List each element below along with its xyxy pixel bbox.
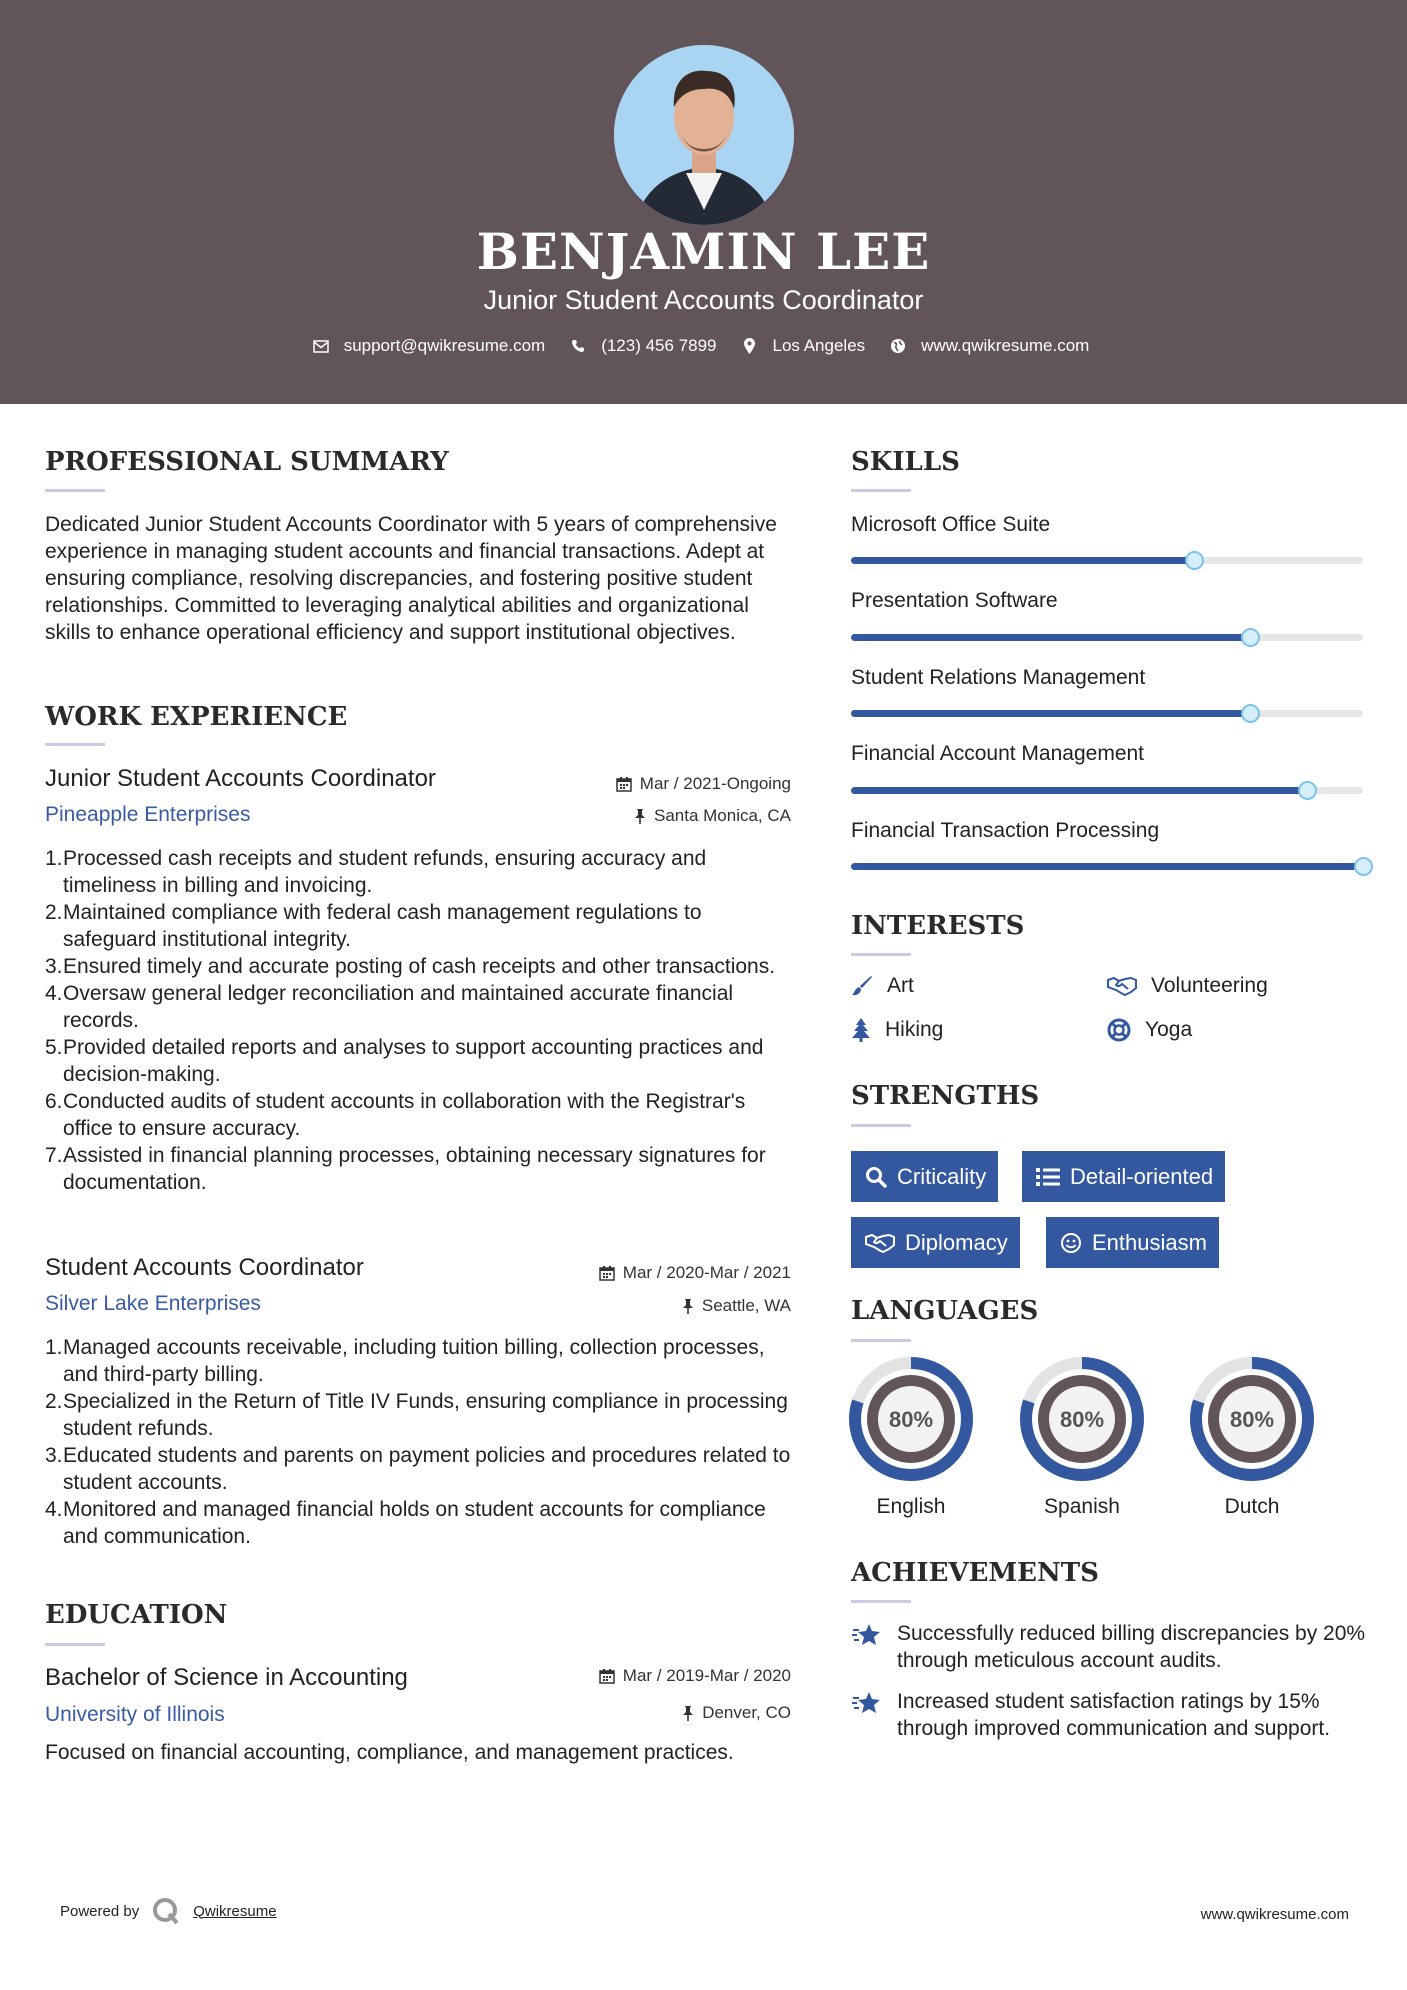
- interests-heading: INTERESTS: [851, 911, 1025, 941]
- languages-heading: LANGUAGES: [851, 1296, 1039, 1326]
- interest-item: [1107, 1018, 1192, 1042]
- strength-badge: [851, 1217, 1020, 1268]
- achievement-text: Successfully reduced billing discrepancies by 20% through meticulous account audits.: [897, 1622, 1366, 1672]
- life-ring-icon: [1107, 1018, 1131, 1042]
- skill-label: Microsoft Office Suite: [851, 513, 1051, 536]
- skill-bar-knob: [1298, 781, 1317, 800]
- calendar-icon: [599, 1265, 615, 1281]
- language-item: [1190, 1357, 1314, 1519]
- interest-item: [851, 1018, 943, 1042]
- qwikresume-logo-icon: [151, 1896, 181, 1926]
- contact-email-text: support@qwikresume.com: [343, 336, 546, 355]
- skill-bar-fill: [851, 787, 1307, 794]
- language-name: English: [876, 1495, 946, 1518]
- footer-url[interactable]: www.qwikresume.com: [1200, 1906, 1349, 1923]
- pushpin-icon: [634, 808, 646, 824]
- resume-header: [0, 0, 1407, 404]
- powered-by-label: Powered by: [60, 1902, 140, 1920]
- experience-heading: WORK EXPERIENCE: [45, 702, 348, 732]
- job-location: [634, 806, 791, 826]
- strength-badge: [851, 1151, 998, 1202]
- strengths-divider: [851, 1124, 911, 1127]
- star-award-icon: [851, 1620, 883, 1652]
- interest-label: Yoga: [1145, 1018, 1193, 1041]
- language-name: Spanish: [1044, 1495, 1120, 1518]
- skill-bar: [851, 787, 1363, 794]
- globe-icon: [889, 337, 907, 355]
- job-title: Junior Student Accounts Coordinator: [45, 765, 436, 792]
- skill-bar-knob: [1241, 704, 1260, 723]
- skill-bar: [851, 634, 1363, 641]
- job-company: Silver Lake Enterprises: [45, 1292, 261, 1315]
- contact-phone-text: (123) 456 7899: [601, 336, 717, 355]
- footer-powered-by: [60, 1896, 277, 1926]
- skill-bar: [851, 557, 1363, 564]
- achievements-divider: [851, 1600, 911, 1603]
- skill-bar-fill: [851, 710, 1250, 717]
- summary-heading: PROFESSIONAL SUMMARY: [45, 447, 449, 477]
- strength-badge: [1022, 1151, 1225, 1202]
- paintbrush-icon: [851, 975, 873, 997]
- skill-label: Financial Account Management: [851, 742, 1145, 765]
- strength-label: Diplomacy: [905, 1229, 1008, 1255]
- skill-bar: [851, 863, 1363, 870]
- skill-bar-fill: [851, 863, 1363, 870]
- achievement-text: Increased student satisfaction ratings by 15% through improved communication and support.: [897, 1690, 1331, 1740]
- list-item: 5. Provided detailed reports and analyses to support accounting practices and decision-making.: [45, 1036, 764, 1086]
- interest-item: [1107, 974, 1268, 998]
- pushpin-icon: [682, 1298, 694, 1314]
- list-item: 2. Maintained compliance with federal cash management regulations to safeguard institutional integrity.: [45, 901, 702, 951]
- list-item: 2. Specialized in the Return of Title IV Funds, ensuring compliance in processing student refunds.: [45, 1390, 788, 1440]
- job-title: Student Accounts Coordinator: [45, 1254, 364, 1281]
- achievement-item: [851, 1620, 1371, 1674]
- strengths-heading: STRENGTHS: [851, 1081, 1040, 1111]
- list-item: 6. Conducted audits of student accounts in collaboration with the Registrar's office to ensure accuracy.: [45, 1090, 746, 1140]
- list-item: 4. Oversaw general ledger reconciliation and maintained accurate financial records.: [45, 982, 734, 1032]
- handshake-icon: [865, 1233, 895, 1253]
- education-location: [682, 1703, 791, 1723]
- language-percent: 80%: [1059, 1407, 1105, 1432]
- search-icon: [865, 1166, 887, 1188]
- contact-bar: [0, 336, 1407, 356]
- job-date: [616, 774, 791, 794]
- job-bullets: [45, 845, 795, 1196]
- language-ring: [849, 1357, 973, 1481]
- contact-email[interactable]: [312, 336, 546, 356]
- calendar-icon: [616, 776, 632, 792]
- skill-bar-fill: [851, 634, 1250, 641]
- contact-location-text: Los Angeles: [772, 336, 866, 355]
- education-location-text: Denver, CO: [702, 1703, 791, 1722]
- job-location: [682, 1296, 791, 1316]
- education-heading: EDUCATION: [45, 1600, 228, 1630]
- map-marker-icon: [741, 337, 759, 355]
- interest-label: Hiking: [885, 1018, 944, 1041]
- skill-label: Presentation Software: [851, 589, 1058, 612]
- skills-divider: [851, 489, 911, 492]
- job-company: Pineapple Enterprises: [45, 803, 251, 826]
- candidate-name: BENJAMIN LEE: [476, 222, 931, 281]
- job-bullets: [45, 1334, 795, 1550]
- skill-label: Student Relations Management: [851, 666, 1146, 689]
- list-icon: [1036, 1167, 1060, 1187]
- interest-label: Art: [887, 974, 914, 997]
- education-date: [599, 1666, 791, 1686]
- skill-bar-knob: [1354, 857, 1373, 876]
- candidate-title: Junior Student Accounts Coordinator: [483, 285, 924, 315]
- skill-bar-knob: [1241, 628, 1260, 647]
- star-award-icon: [851, 1688, 883, 1720]
- language-ring: [1190, 1357, 1314, 1481]
- achievements-heading: ACHIEVEMENTS: [851, 1558, 1099, 1588]
- phone-icon: [569, 337, 587, 355]
- language-item: [849, 1357, 973, 1519]
- skill-bar-fill: [851, 557, 1194, 564]
- language-percent: 80%: [1229, 1407, 1275, 1432]
- job-date: [599, 1263, 791, 1283]
- job-date-text: Mar / 2020-Mar / 2021: [622, 1263, 791, 1282]
- calendar-icon: [599, 1668, 615, 1684]
- job-date-text: Mar / 2021-Ongoing: [639, 774, 791, 793]
- list-item: 3. Ensured timely and accurate posting of cash receipts and other transactions.: [45, 955, 776, 978]
- contact-website-text: www.qwikresume.com: [921, 336, 1090, 355]
- interest-item: [851, 974, 914, 998]
- list-item: 4. Monitored and managed financial holds on student accounts for compliance and communication.: [45, 1498, 766, 1548]
- school-name: University of Illinois: [45, 1703, 225, 1726]
- education-divider: [45, 1643, 105, 1646]
- strength-label: Enthusiasm: [1092, 1229, 1207, 1255]
- skill-bar-knob: [1185, 551, 1204, 570]
- education-description: Focused on financial accounting, compliance, and management practices.: [45, 1741, 734, 1764]
- skill-label: Financial Transaction Processing: [851, 819, 1160, 842]
- strength-badge: [1046, 1217, 1219, 1268]
- skill-bar: [851, 710, 1363, 717]
- list-item: 3. Educated students and parents on payment policies and procedures related to student accounts.: [45, 1444, 791, 1494]
- contact-website[interactable]: [889, 336, 1089, 356]
- job-location-text: Seattle, WA: [701, 1296, 791, 1315]
- tree-icon: [851, 1018, 871, 1042]
- list-item: 7. Assisted in financial planning processes, obtaining necessary signatures for documentation.: [45, 1144, 766, 1194]
- summary-text: Dedicated Junior Student Accounts Coordinator with 5 years of comprehensive experience in managing student accounts and financial transactions. Adept at ensuring compliance, resolving discrepancies, and fostering positive student relationships. Committed to leveraging analytical abilities and organizational skills to enhance operational efficiency and support institutional objectives.: [45, 513, 777, 644]
- smile-icon: [1060, 1232, 1082, 1254]
- languages-divider: [851, 1339, 911, 1342]
- experience-divider: [45, 743, 105, 746]
- list-item: 1. Processed cash receipts and student refunds, ensuring accuracy and timeliness in billing and invoicing.: [45, 847, 707, 897]
- job-location-text: Santa Monica, CA: [653, 806, 791, 825]
- person-photo-icon: [614, 45, 794, 225]
- degree-title: Bachelor of Science in Accounting: [45, 1664, 408, 1691]
- language-ring: [1020, 1357, 1144, 1481]
- contact-phone[interactable]: [569, 336, 716, 356]
- pushpin-icon: [682, 1705, 694, 1721]
- brand-link[interactable]: Qwikresume: [193, 1902, 277, 1920]
- contact-location: [741, 336, 866, 356]
- handshake-icon: [1107, 976, 1137, 996]
- strength-label: Detail-oriented: [1070, 1163, 1214, 1189]
- education-date-text: Mar / 2019-Mar / 2020: [622, 1666, 791, 1685]
- envelope-icon: [312, 337, 330, 355]
- list-item: 1. Managed accounts receivable, including tuition billing, collection processes, and third-party billing.: [45, 1336, 765, 1386]
- language-item: [1020, 1357, 1144, 1519]
- strength-label: Criticality: [897, 1163, 987, 1189]
- language-name: Dutch: [1224, 1495, 1280, 1518]
- avatar: [614, 45, 794, 225]
- interests-divider: [851, 953, 911, 956]
- achievement-item: [851, 1688, 1371, 1742]
- summary-divider: [45, 489, 105, 492]
- interest-label: Volunteering: [1151, 974, 1268, 997]
- language-percent: 80%: [888, 1407, 934, 1432]
- skills-heading: SKILLS: [851, 447, 960, 477]
